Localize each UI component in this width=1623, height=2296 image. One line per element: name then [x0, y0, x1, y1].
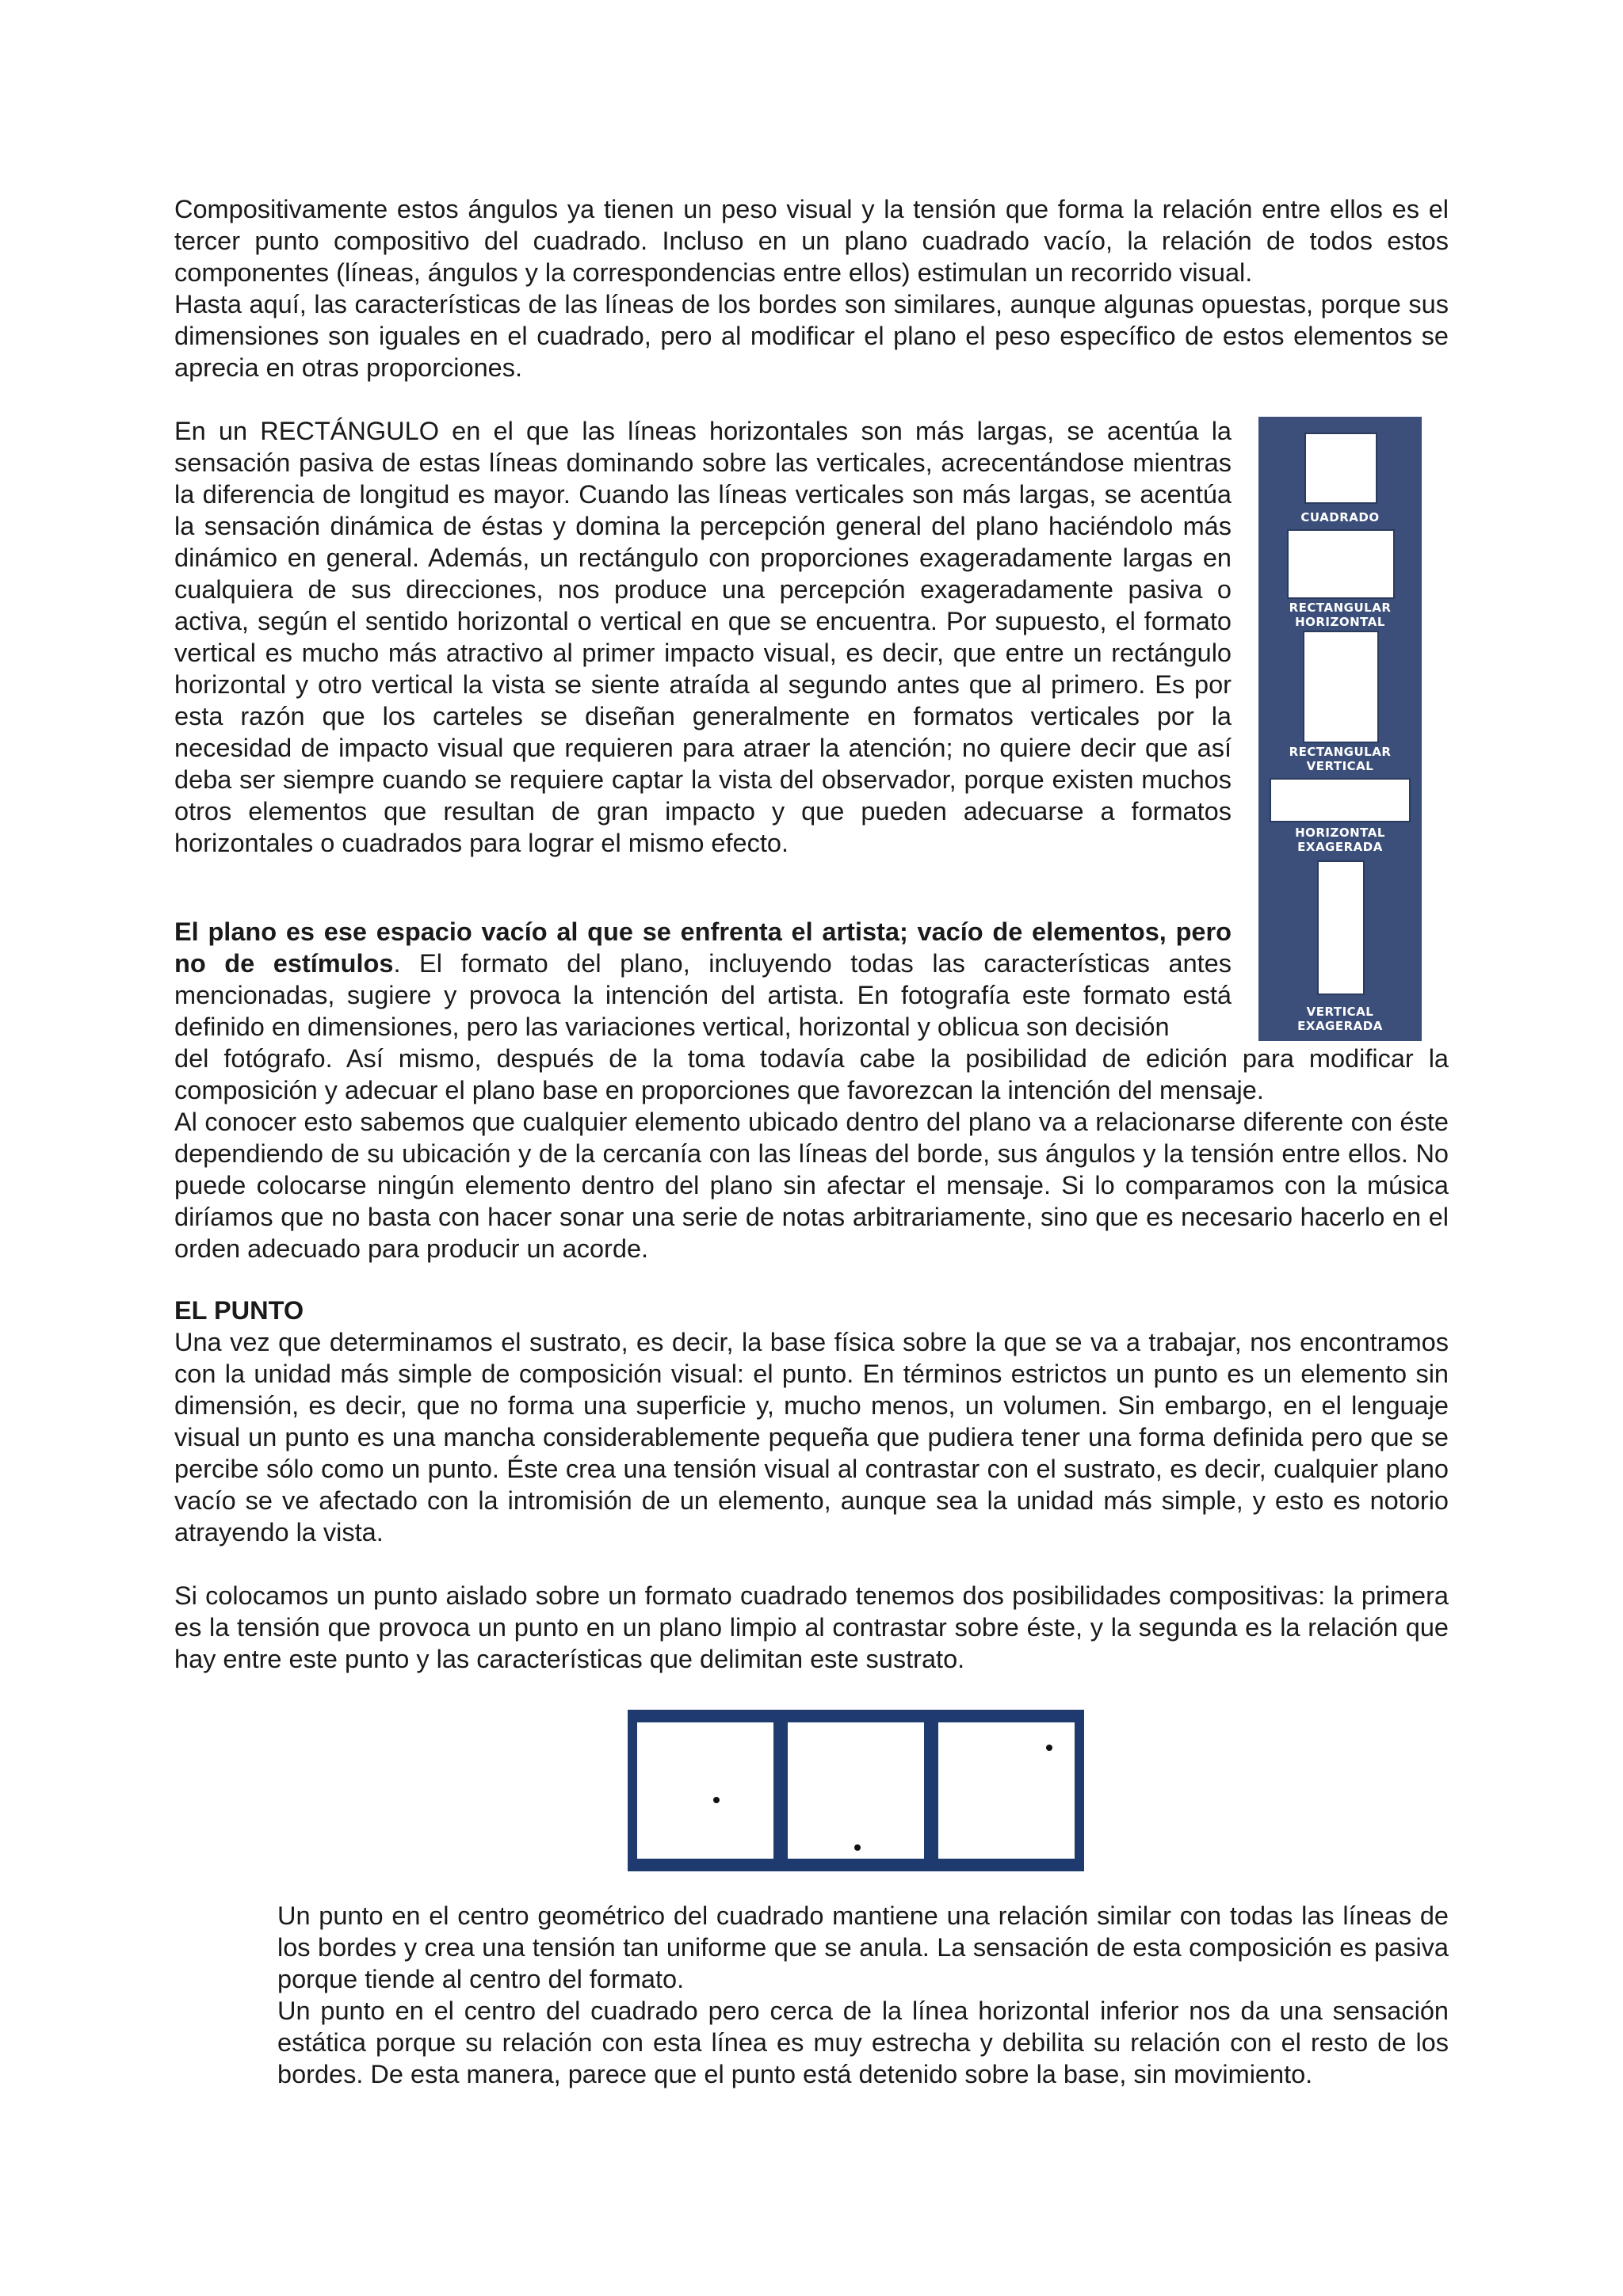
- format-vertical-exaggerated: [1317, 860, 1365, 995]
- label-horizontal-exaggerated-2: EXAGERADA: [1297, 840, 1383, 854]
- plano-bold-statement: El plano es ese espacio vacío al que se enfrenta el artista; vacío de elementos, pero no de estímulos: [174, 917, 1232, 978]
- label-vertical-exaggerated-1: VERTICAL: [1306, 1005, 1374, 1019]
- label-rect-vertical-2: VERTICAL: [1306, 759, 1374, 773]
- format-rect-horizontal: [1287, 529, 1395, 599]
- formats-figure: [1258, 417, 1422, 1041]
- format-horizontal-exaggerated: [1270, 778, 1411, 822]
- punto-paragraph-1: Una vez que determinamos el sustrato, es decir, la base física sobre la que se va a trabajar, nos encontramos con la unidad más simple de composición visual: el punto. En términos estrictos un punto es un elemento sin dimensión, es decir, que no forma una superficie y, mucho menos, un volumen. Sin embargo, en el lenguaje visual un punto es una mancha considerablemente pequeña que pudiera tener una forma definida pero que se percibe sólo como un punto. Éste crea una tensión visual al contrastar con el sustrato, es decir, cualquier plano vacío se ve afectado con la intromisión de un elemento, aunque sea la unidad más simple, y esto es notorio atrayendo la vista.: [174, 1328, 1449, 1547]
- point-dot: [713, 1797, 720, 1803]
- square-bottom-point: [788, 1722, 924, 1859]
- point-dot: [1046, 1745, 1052, 1751]
- intro-paragraph-1: Compositivamente estos ángulos ya tienen un peso visual y la tensión que forma la relación entre ellos es el tercer punto compositivo del cuadrado. Incluso en un plano cuadrado vacío, la relación de todos estos componentes (líneas, ángulos y la correspondencias entre ellos) estimulan un recorrido visual.: [174, 195, 1449, 287]
- square-center-point: [637, 1722, 773, 1859]
- square-top-right-point: [938, 1722, 1075, 1859]
- point-dot: [854, 1844, 861, 1851]
- format-square: [1304, 433, 1377, 504]
- plano-paragraph-2: Al conocer esto sabemos que cualquier elemento ubicado dentro del plano va a relacionarse diferente con éste dependiendo de su ubicación y de la cercanía con las líneas del borde, sus ángulos y la tensión entre ellos. No puede colocarse ningún elemento dentro del plano sin afectar el mensaje. Si lo comparamos con la música diríamos que no basta con hacer sonar una serie de notas arbitrariamente, sino que es necesario hacerlo en el orden adecuado para producir un acorde.: [174, 1108, 1449, 1263]
- punto-paragraph-2: Si colocamos un punto aislado sobre un formato cuadrado tenemos dos posibilidades compositivas: la primera es la tensión que provoca un punto en un plano limpio al contrastar sobre éste, y la segunda es la relación que hay entre este punto y las características que delimitan este sustrato.: [174, 1581, 1449, 1673]
- label-cuadrado: CUADRADO: [1300, 510, 1380, 524]
- punto-paragraph-4: Un punto en el centro del cuadrado pero cerca de la línea horizontal inferior nos da una sensación estática porque su relación con esta línea es muy estrecha y debilita su relación con el resto de los bordes. De esta manera, parece que el punto está detenido sobre la base, sin movimiento.: [277, 1997, 1449, 2088]
- plano-paragraph-1-continued: del fotógrafo. Así mismo, después de la toma todavía cabe la posibilidad de edición para modificar la composición y adecuar el plano base en proporciones que favorezcan la intención del mensaje.: [174, 1044, 1449, 1104]
- plano-text: . El formato del plano, incluyendo todas las características antes mencionadas, sugiere y provoca la intención del artista. En fotografía este formato está definido en dimensiones, pero las variaciones vertical, horizontal y oblicua son decisión: [174, 949, 1232, 1041]
- plano-paragraph-1: [174, 916, 1232, 1043]
- intro-paragraph-2: Hasta aquí, las características de las líneas de los bordes son similares, aunque algunas opuestas, porque sus dimensiones son iguales en el cuadrado, pero al modificar el plano el peso específico de estos elementos se aprecia en otras proporciones.: [174, 290, 1449, 382]
- rectangulo-paragraph: En un RECTÁNGULO en el que las líneas horizontales son más largas, se acentúa la sensación pasiva de estas líneas dominando sobre las verticales, acrecentándose mientras la diferencia de longitud es mayor. Cuando las líneas verticales son más largas, se acentúa la sensación dinámica de éstas y domina la percepción general del plano haciéndolo más dinámico en general. Además, un rectángulo con proporciones exageradamente largas en cualquiera de sus direcciones, nos produce una percepción exageradamente pasiva o activa, según el sentido horizontal o vertical en que se encuentra. Por supuesto, el formato vertical es mucho más atractivo al primer impacto visual, es decir, que entre un rectángulo horizontal y otro vertical la vista se siente atraída al segundo antes que al primero. Es por esta razón que los carteles se diseñan generalmente en formatos verticales por la necesidad de impacto visual que requieren para atraer la atención; no quiere decir que así deba ser siempre cuando se requiere captar la vista del observador, porque existen muchos otros elementos que resultan de gran impacto y que pueden adecuarse a formatos horizontales o cuadrados para lograr el mismo efecto.: [174, 417, 1232, 857]
- label-vertical-exaggerated-2: EXAGERADA: [1297, 1019, 1383, 1033]
- label-rect-horizontal-2: HORIZONTAL: [1295, 615, 1385, 629]
- label-horizontal-exaggerated-1: HORIZONTAL: [1295, 826, 1385, 840]
- format-rect-vertical: [1303, 631, 1379, 743]
- label-rect-vertical-1: RECTANGULAR: [1289, 745, 1392, 759]
- section-heading-punto: EL PUNTO: [174, 1296, 304, 1325]
- label-rect-horizontal-1: RECTANGULAR: [1289, 601, 1392, 615]
- points-figure: [628, 1710, 1084, 1871]
- punto-paragraph-3: Un punto en el centro geométrico del cuadrado mantiene una relación similar con todas las líneas de los bordes y crea una tensión tan uniforme que se anula. La sensación de esta composición es pasiva porque tiende al centro del formato.: [277, 1901, 1449, 1993]
